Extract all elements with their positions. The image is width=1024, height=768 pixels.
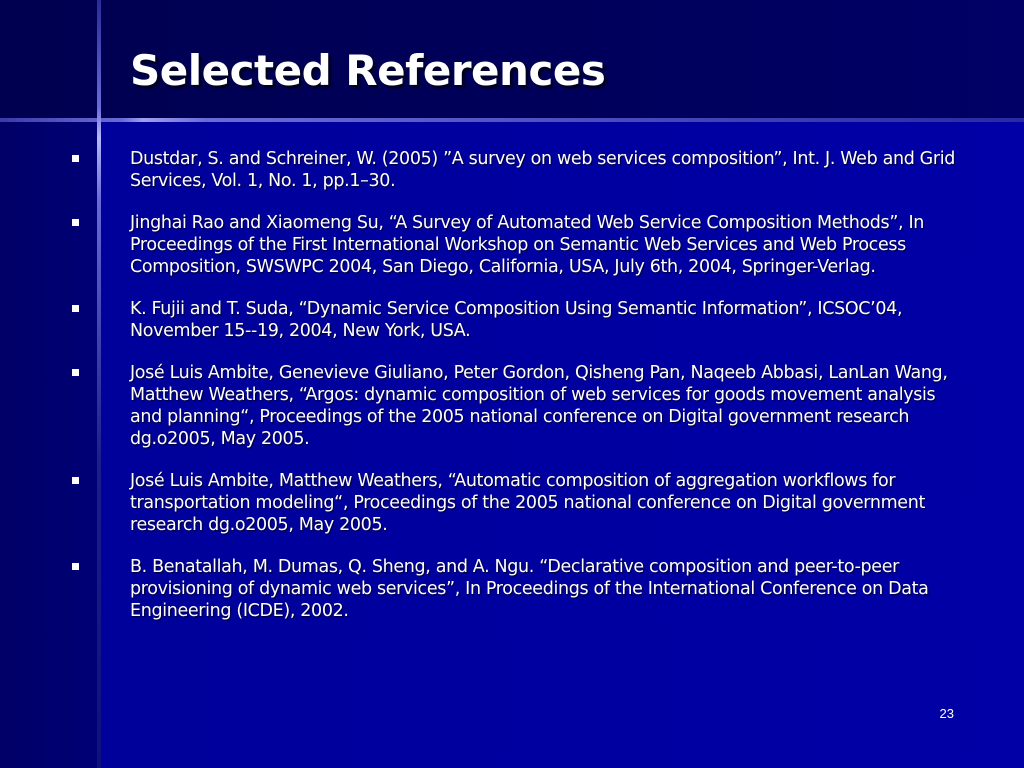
bullet-icon [72,155,79,162]
bullet-icon [72,477,79,484]
bullet-icon [72,305,79,312]
slide-title: Selected References [130,46,606,95]
bullet-icon [72,219,79,226]
reference-item [60,470,960,536]
bullet-icon [72,369,79,376]
reference-text: K. Fujii and T. Suda, “Dynamic Service Composition Using Semantic Information”, ICSOC’04, November 15--19, 2004, New York, USA. [130,299,903,341]
reference-text: Jinghai Rao and Xiaomeng Su, “A Survey of Automated Web Service Composition Methods”, In Proceedings of the First International Workshop on Semantic Web Services and Web Process Composition, SWSWPC 2004, San Diego, California, USA, July 6th, 2004, Springer-Verlag. [130,213,925,277]
bullet-icon [72,563,79,570]
reference-text: Dustdar, S. and Schreiner, W. (2005) ”A survey on web services composition”, Int. J. Web and Grid Services, Vol. 1, No. 1, pp.1–30. [130,149,955,191]
reference-item [60,362,960,450]
reference-list [60,148,960,642]
reference-text: B. Benatallah, M. Dumas, Q. Sheng, and A. Ngu. “Declarative composition and peer-to-peer provisioning of dynamic web services”, In Proceedings of the International Conference on Data Engineering (ICDE), 2002. [130,557,929,621]
page-number: 23 [939,706,954,721]
reference-item [60,298,960,342]
horizontal-divider [0,118,1024,122]
reference-item [60,556,960,622]
reference-text: José Luis Ambite, Matthew Weathers, “Automatic composition of aggregation workflows for transportation modeling“, Proceedings of the 2005 national conference on Digital government research dg.o2005, May 2005. [130,471,925,535]
reference-item [60,212,960,278]
reference-item [60,148,960,192]
reference-text: José Luis Ambite, Genevieve Giuliano, Peter Gordon, Qisheng Pan, Naqeeb Abbasi, LanLan Wang, Matthew Weathers, “Argos: dynamic composition of web services for goods movement analysis and planning“, Proceedings of the 2005 national conference on Digital government research dg.o2005, May 2005. [130,363,948,449]
